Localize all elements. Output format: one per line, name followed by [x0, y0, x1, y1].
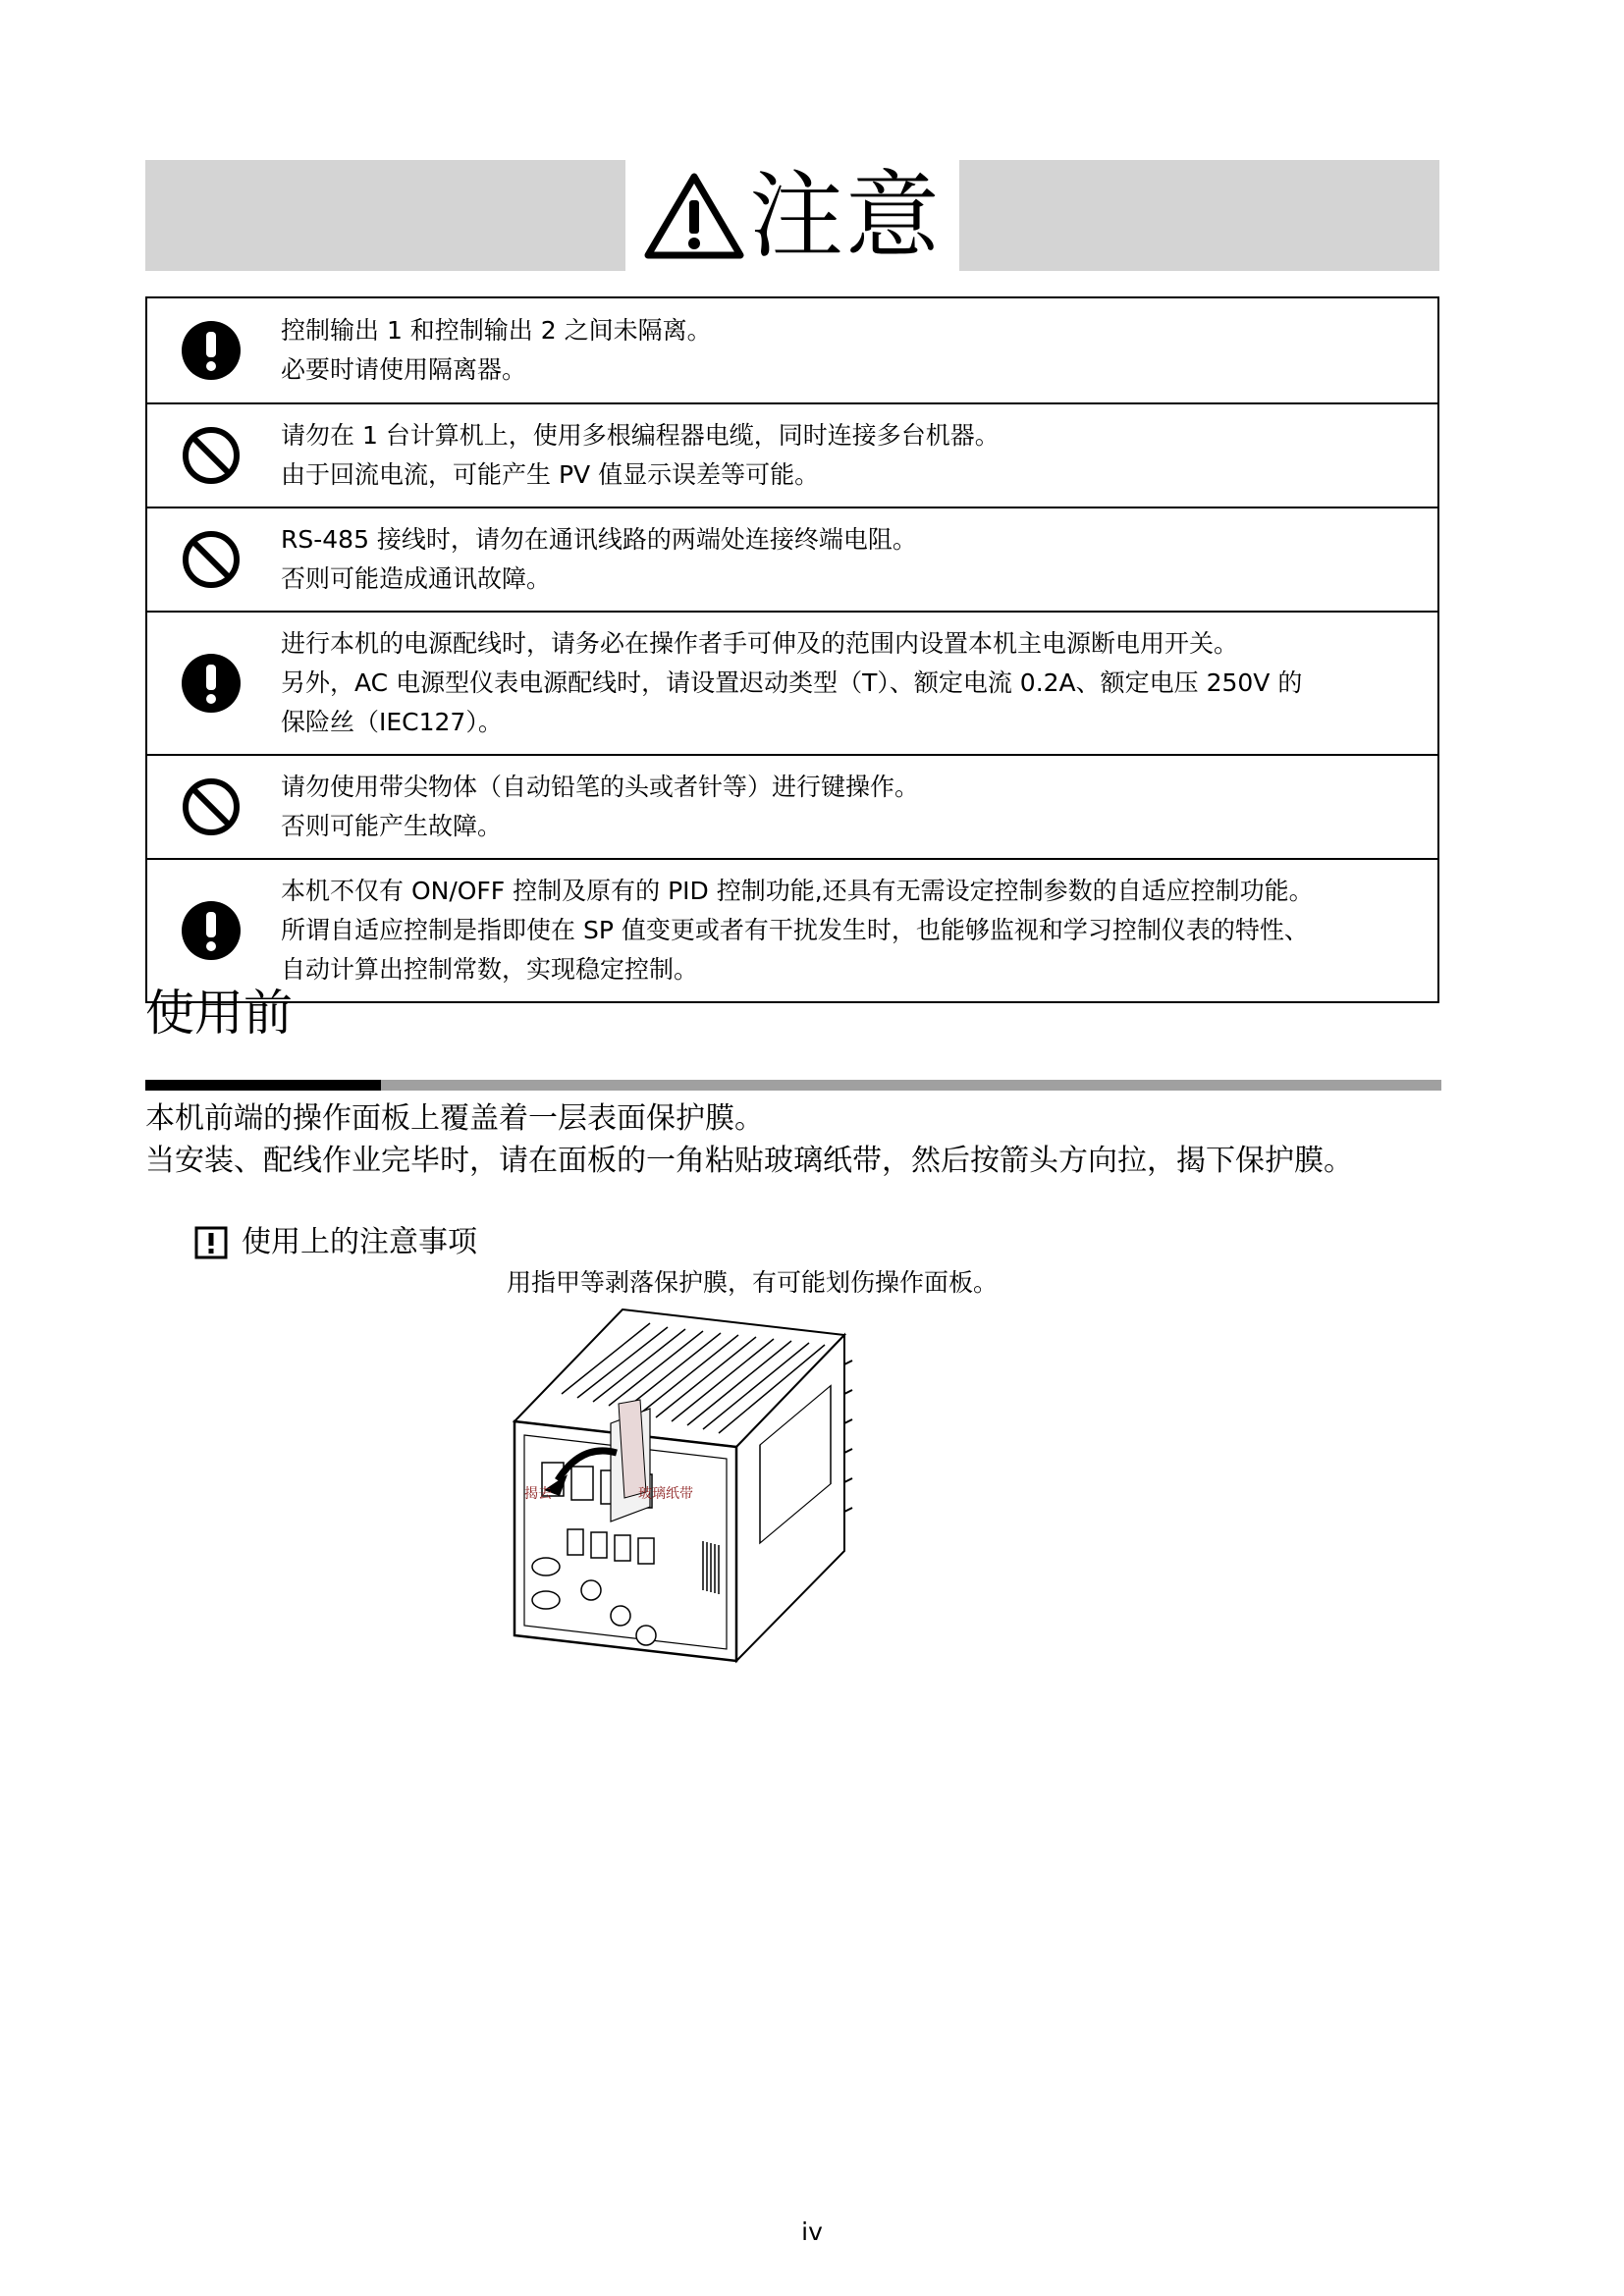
paragraph-line: 当安装、配线作业完毕时，请在面板的一角粘贴玻璃纸带，然后按箭头方向拉，揭下保护膜。 — [145, 1144, 1353, 1178]
terminal-ridges — [844, 1361, 852, 1512]
exclamation-icon — [181, 900, 242, 961]
section-paragraph — [145, 1097, 1353, 1182]
notice-note: 用指甲等剥落保护膜，有可能划伤操作面板。 — [507, 1268, 999, 1297]
banner-title — [625, 160, 959, 271]
notice-heading-text: 使用上的注意事项 — [242, 1225, 477, 1259]
exclamation-box-icon — [194, 1226, 228, 1259]
banner-bar-right — [959, 160, 1439, 271]
caution-row — [146, 297, 1438, 403]
caution-banner — [145, 160, 1439, 271]
caution-text-line: 请勿在 1 台计算机上，使用多根编程器电缆，同时连接多台机器。 — [281, 421, 1000, 450]
caution-text-line: 由于回流电流，可能产生 PV 值显示误差等可能。 — [281, 460, 820, 489]
caution-text-line: 否则可能造成通讯故障。 — [281, 564, 552, 593]
caution-row — [146, 403, 1438, 507]
caution-row — [146, 507, 1438, 612]
banner-title-text: 注意 — [749, 160, 942, 271]
prohibited-icon — [181, 425, 242, 486]
caution-text-line: 自动计算出控制常数，实现稳定控制。 — [281, 955, 699, 984]
prohibited-icon — [181, 529, 242, 590]
warning-triangle-icon — [643, 171, 745, 261]
caution-text-line: 进行本机的电源配线时，请务必在操作者手可伸及的范围内设置本机主电源断电用开关。 — [281, 629, 1239, 658]
exclamation-icon — [181, 320, 242, 381]
exclamation-icon — [181, 653, 242, 714]
controller-figure — [503, 1306, 856, 1688]
caution-text-line: 必要时请使用隔离器。 — [281, 355, 527, 384]
caution-text-line: 另外，AC 电源型仪表电源配线时，请设置迟动类型（T）、额定电流 0.2A、额定电压 250V 的 — [281, 668, 1303, 697]
paragraph-line: 本机前端的操作面板上覆盖着一层表面保护膜。 — [145, 1101, 764, 1136]
caution-row — [146, 755, 1438, 859]
peel-label: 揭去 — [524, 1485, 552, 1501]
page-number: iv — [801, 2217, 823, 2246]
caution-row — [146, 612, 1438, 755]
caution-row — [146, 859, 1438, 1002]
caution-text-line: 保险丝（IEC127）。 — [281, 708, 503, 736]
caution-text-line: 所谓自适应控制是指即使在 SP 值变更或者有干扰发生时，也能够监视和学习控制仪表的特性、 — [281, 916, 1309, 944]
caution-text-line: 请勿使用带尖物体（自动铅笔的头或者针等）进行键操作。 — [281, 773, 920, 801]
banner-bar-left — [145, 160, 625, 271]
notice-heading — [194, 1223, 477, 1262]
caution-table — [145, 296, 1439, 1003]
prohibited-icon — [181, 776, 242, 837]
caution-text-line: 控制输出 1 和控制输出 2 之间未隔离。 — [281, 316, 712, 345]
section-title: 使用前 — [145, 985, 293, 1041]
section-rule — [145, 1080, 1441, 1091]
caution-text-line: 否则可能产生故障。 — [281, 812, 503, 840]
caution-text-line: RS-485 接线时，请勿在通讯线路的两端处连接终端电阻。 — [281, 525, 917, 554]
tape-label: 玻璃纸带 — [638, 1485, 693, 1501]
section-rule-accent — [145, 1080, 381, 1091]
caution-text-line: 本机不仅有 ON/OFF 控制及原有的 PID 控制功能,还具有无需设定控制参数的自适应控制功能。 — [281, 877, 1314, 905]
